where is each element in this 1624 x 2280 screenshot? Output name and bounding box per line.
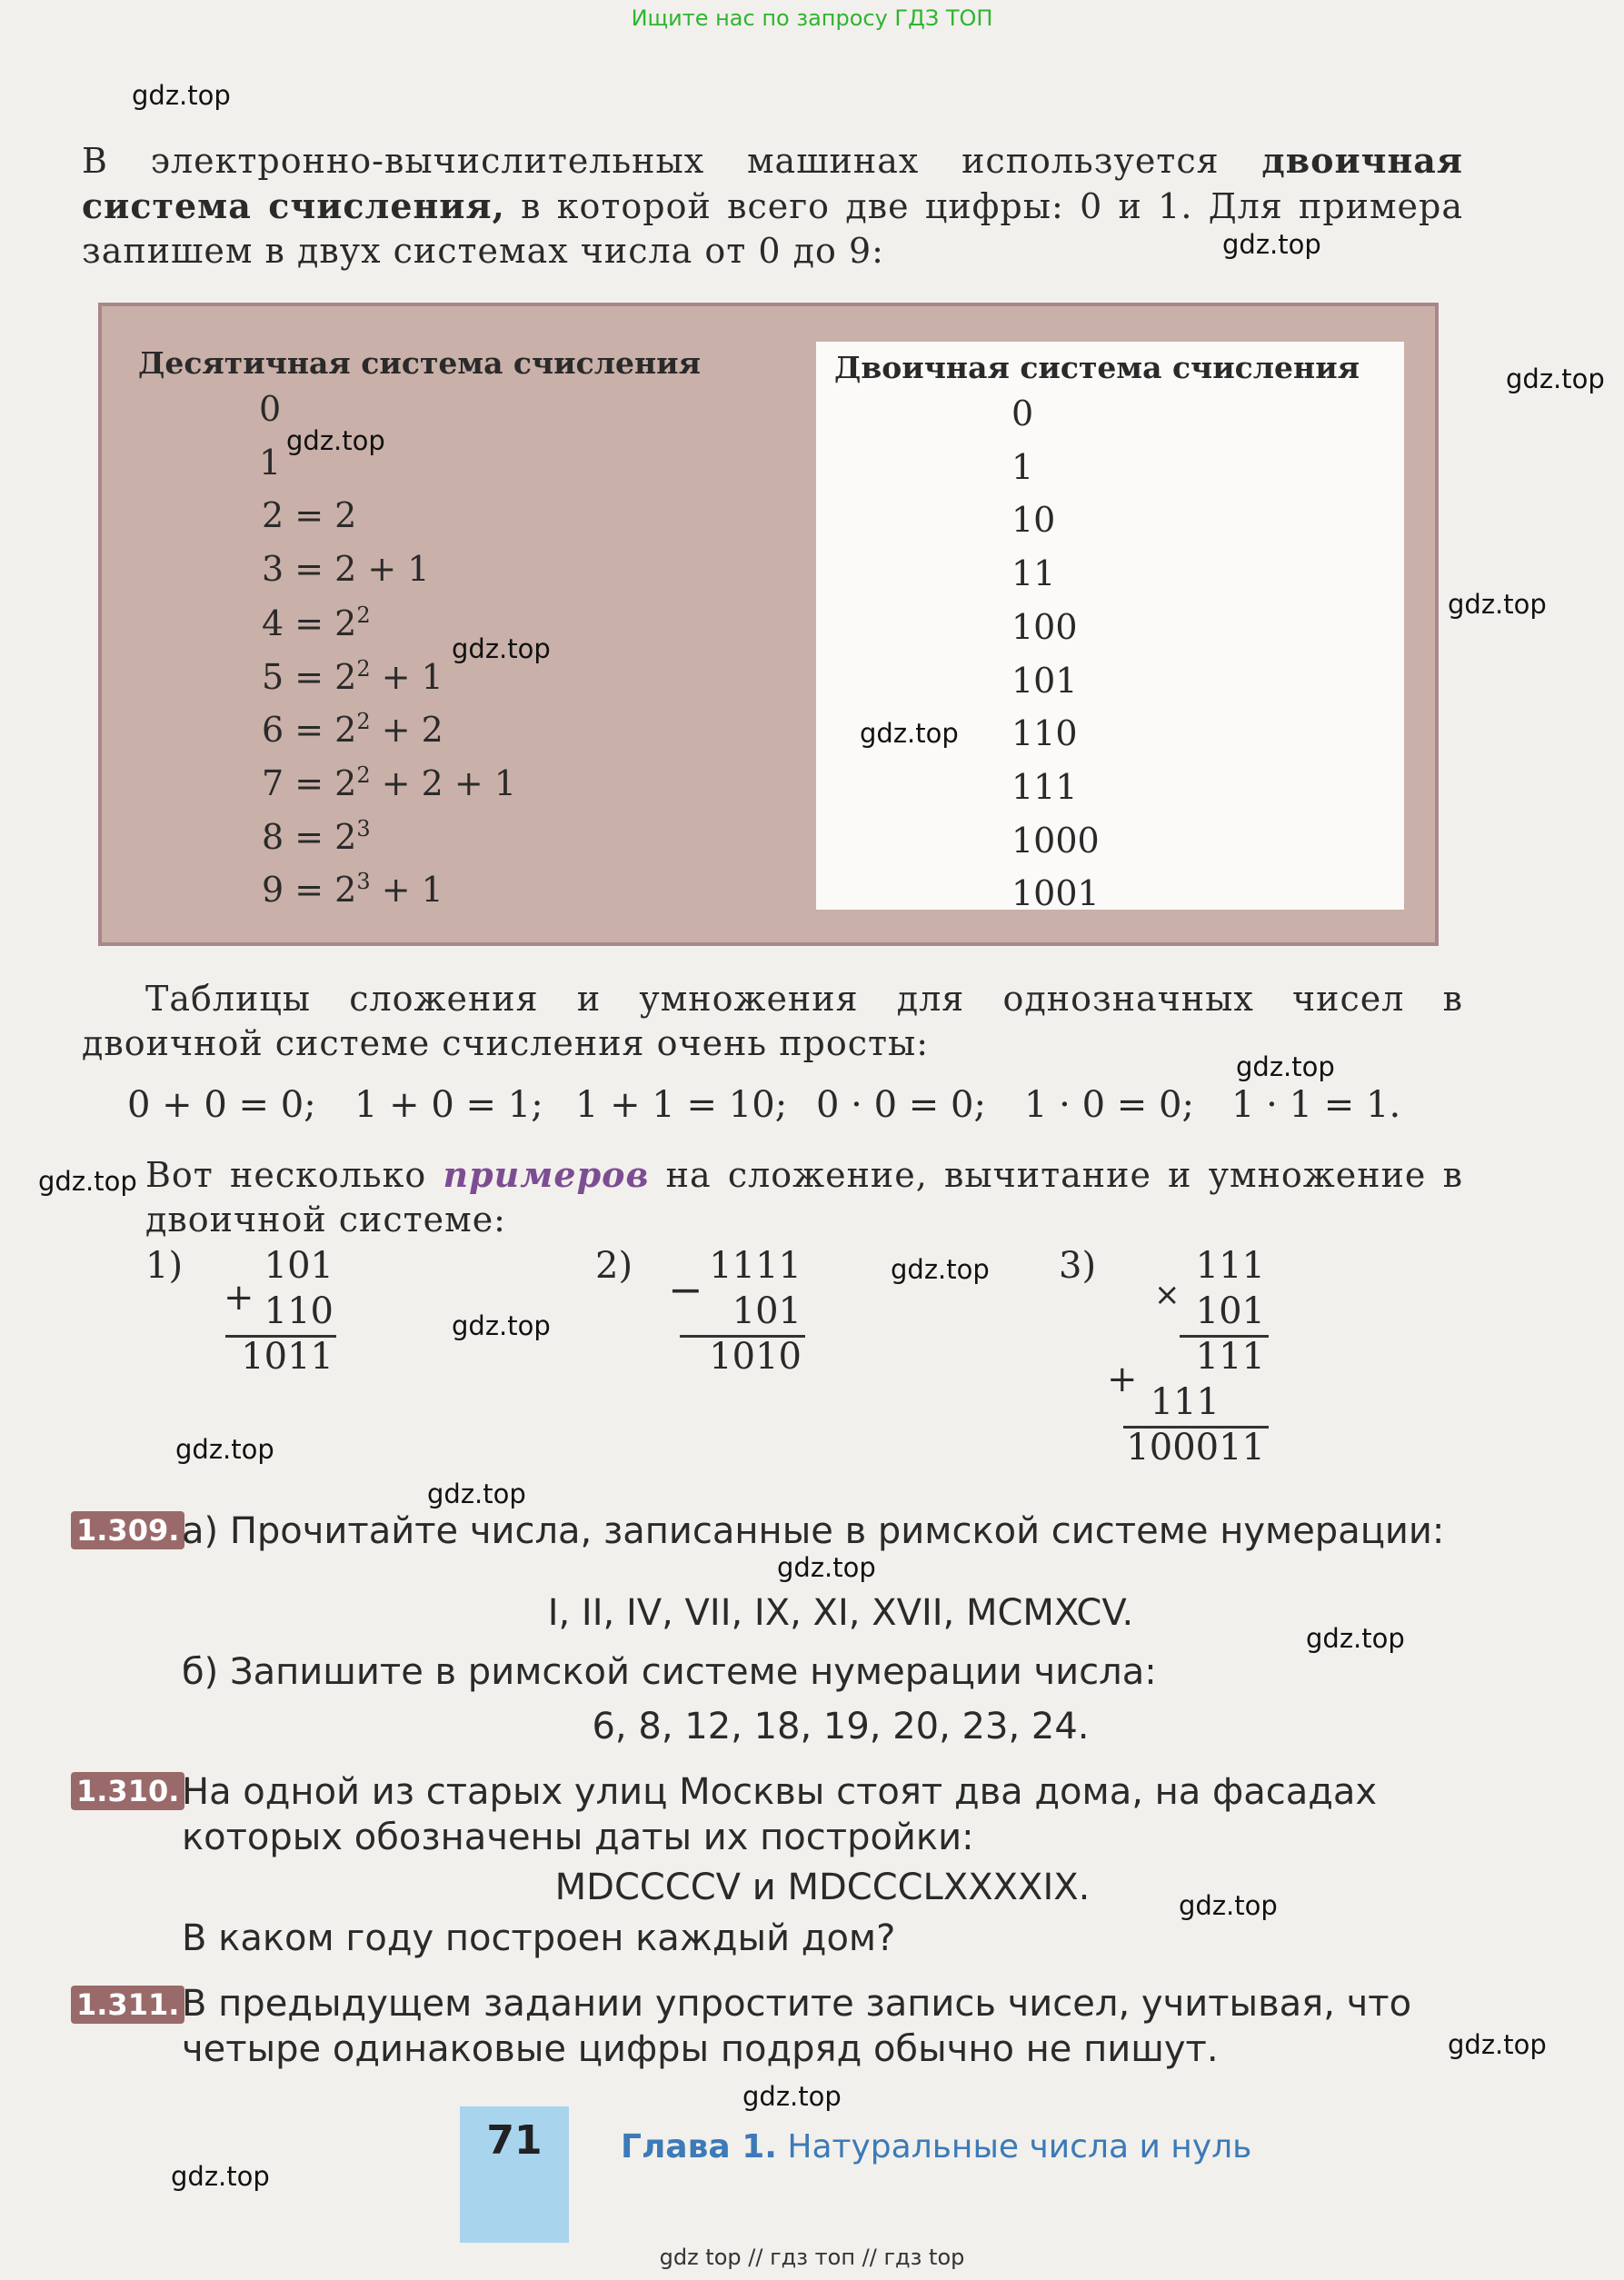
decimal-value: 9 = 2 [262, 870, 357, 910]
decimal-exponent: 2 [356, 602, 371, 628]
watermark: gdz.top [1448, 589, 1547, 620]
example-1-result: 1011 [241, 1336, 334, 1378]
decimal-row [262, 816, 371, 857]
example-1-operand-b: 110 [264, 1290, 334, 1332]
decimal-row [262, 709, 443, 750]
watermark: gdz.top [452, 1310, 551, 1341]
binary-value: 100 [1011, 607, 1078, 647]
task-1309-b-numbers: 6, 8, 12, 18, 19, 20, 23, 24. [592, 1706, 1090, 1747]
decimal-value: 2 = 2 [262, 495, 357, 535]
binary-value: 11 [1011, 553, 1056, 593]
watermark: gdz.top [1236, 1051, 1335, 1082]
watermark: gdz.top [1506, 363, 1605, 394]
decimal-row [259, 389, 281, 429]
example-3-operator: × [1154, 1277, 1181, 1313]
task-1309-a-numbers: I, II, IV, VII, IX, XI, XVII, MCMXCV. [547, 1592, 1134, 1634]
intro-term: двоичная система счисления, [82, 140, 1463, 226]
decimal-value: 0 [259, 389, 282, 429]
example-2-result: 1010 [709, 1336, 802, 1378]
binary-column-panel [816, 342, 1404, 910]
rule-1: 0 + 0 = 0; [127, 1084, 316, 1126]
example-1-operand-a: 101 [264, 1245, 334, 1287]
decimal-tail: + 1 [370, 657, 443, 697]
watermark: gdz.top [1306, 1623, 1405, 1654]
watermark: gdz.top [175, 1434, 274, 1465]
intro-paragraph [82, 138, 1463, 274]
binary-value: 110 [1011, 713, 1078, 753]
decimal-exponent: 2 [356, 762, 371, 788]
watermark: gdz.top [860, 718, 959, 749]
example-3-label: 3) [1059, 1245, 1097, 1287]
binary-value: 1001 [1011, 873, 1100, 913]
example-1-label: 1) [145, 1245, 184, 1287]
decimal-row [262, 762, 516, 803]
task-1311-text: В предыдущем задании упростите запись чисел, учитывая, что четыре одинаковые цифры подряд обычно не пишут. [182, 1983, 1412, 2070]
task-number-1310: 1.310. [71, 1772, 184, 1810]
example-1-operator: + [224, 1277, 254, 1319]
binary-value: 111 [1011, 767, 1078, 807]
task-1309-a: а) Прочитайте числа, записанные в римской системе нумерации: [182, 1510, 1445, 1552]
task-1310-dates: MDCCCCV и MDCCCLXXXXIX. [554, 1867, 1091, 1908]
decimal-value: 8 = 2 [262, 817, 357, 857]
watermark: gdz.top [132, 80, 231, 111]
decimal-exponent: 2 [356, 709, 371, 734]
watermark: gdz.top [286, 425, 385, 456]
chapter-name: Натуральные числа и нуль [776, 2128, 1252, 2166]
decimal-row [262, 869, 443, 910]
task-1310-text: На одной из старых улиц Москвы стоят два дома, на фасадах которых обозначены даты их постройки: [182, 1771, 1378, 1858]
example-2-operand-a: 1111 [709, 1245, 802, 1287]
decimal-exponent: 3 [356, 869, 371, 894]
examples-term: примеров [443, 1154, 650, 1195]
watermark: gdz.top [777, 1552, 876, 1583]
rule-4: 0 · 0 = 0; [816, 1084, 986, 1126]
decimal-row [262, 549, 430, 589]
example-3-partial-2: 111 [1150, 1381, 1220, 1423]
decimal-tail: + 2 + 1 [370, 763, 516, 803]
tables-paragraph: Таблицы сложения и умножения для однозначных чисел в двоичной системе счисления очень просты: [82, 979, 1463, 1063]
binary-value: 1000 [1011, 821, 1100, 861]
chapter-title [621, 2128, 1251, 2166]
task-number-1309: 1.309. [71, 1511, 184, 1549]
example-3-operand-a: 111 [1195, 1245, 1265, 1287]
decimal-value: 3 = 2 + 1 [262, 549, 430, 589]
example-3-result: 100011 [1126, 1427, 1265, 1469]
decimal-value: 7 = 2 [262, 763, 357, 803]
decimal-tail: + 2 [370, 710, 443, 750]
intro-text-end: в которой всего две цифры: 0 и 1. Для примера запишем в двух системах числа от 0 до 9: [82, 186, 1463, 271]
rule-2: 1 + 0 = 1; [354, 1084, 543, 1126]
decimal-row [262, 656, 443, 697]
decimal-row [259, 443, 281, 483]
example-3-partial-1: 111 [1195, 1336, 1265, 1378]
watermark: gdz.top [452, 633, 551, 664]
watermark: gdz.top [38, 1166, 137, 1197]
intro-text: В электронно-вычислительных машинах используется [82, 141, 1262, 181]
rule-6: 1 · 1 = 1. [1231, 1084, 1401, 1126]
decimal-exponent: 2 [356, 656, 371, 682]
binary-value: 101 [1011, 661, 1078, 701]
example-2-label: 2) [595, 1245, 633, 1287]
example-2-operator: − [668, 1265, 703, 1314]
decimal-row [262, 495, 356, 535]
example-3-plus: + [1107, 1359, 1138, 1400]
watermark: gdz.top [891, 1254, 990, 1285]
chapter-number: Глава 1. [621, 2128, 777, 2166]
decimal-tail: + 1 [370, 870, 443, 910]
decimal-row [262, 602, 371, 643]
examples-text: Вот несколько [145, 1155, 443, 1195]
watermark: gdz.top [742, 2081, 842, 2112]
decimal-value: 6 = 2 [262, 710, 357, 750]
decimal-value: 5 = 2 [262, 657, 357, 697]
watermark: gdz.top [1222, 229, 1321, 260]
top-banner: Ищите нас по запросу ГДЗ ТОП [631, 5, 993, 31]
task-1310-question: В каком году построен каждый дом? [182, 1917, 896, 1959]
page-number: 71 [486, 2117, 543, 2164]
task-1309-b: б) Запишите в римской системе нумерации числа: [182, 1651, 1157, 1693]
watermark: gdz.top [427, 1479, 526, 1509]
binary-value: 1 [1011, 447, 1034, 487]
example-2-operand-b: 101 [732, 1290, 802, 1332]
footer-links: gdz top // гдз топ // гдз top [659, 2245, 965, 2270]
decimal-value: 4 = 2 [262, 603, 357, 643]
example-3-operand-b: 101 [1195, 1290, 1265, 1332]
binary-value: 10 [1011, 500, 1056, 540]
watermark: gdz.top [1448, 2029, 1547, 2060]
examples-paragraph [145, 1152, 1463, 1242]
decimal-exponent: 3 [356, 816, 371, 841]
watermark: gdz.top [171, 2161, 270, 2192]
decimal-value: 1 [259, 443, 282, 483]
rule-3: 1 + 1 = 10; [575, 1084, 788, 1126]
binary-value: 0 [1011, 393, 1034, 433]
watermark: gdz.top [1179, 1890, 1278, 1921]
decimal-header: Десятичная система счисления [138, 345, 702, 381]
rule-5: 1 · 0 = 0; [1024, 1084, 1194, 1126]
task-number-1311: 1.311. [71, 1986, 184, 2024]
examples-text-end: на сложение, вычитание и умножение в двоичной системе: [145, 1155, 1463, 1240]
binary-header: Двоичная система счисления [834, 350, 1360, 385]
